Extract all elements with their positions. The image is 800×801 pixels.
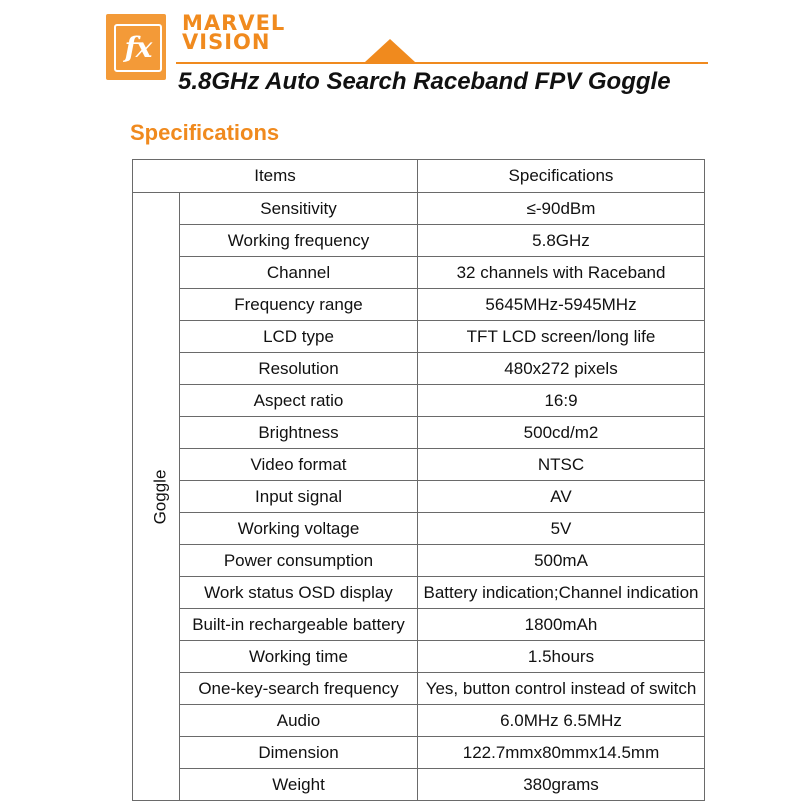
table-row <box>133 769 705 801</box>
brand-line-1: MARVEL <box>182 11 286 35</box>
item-cell: Sensitivity <box>180 193 418 225</box>
header-triangle <box>365 39 415 62</box>
column-header-items: Items <box>133 160 418 193</box>
table-row <box>133 673 705 705</box>
table-row <box>133 449 705 481</box>
item-cell: Built-in rechargeable battery <box>180 609 418 641</box>
table-row <box>133 225 705 257</box>
spec-cell: 1800mAh <box>418 609 705 641</box>
table-row <box>133 417 705 449</box>
spec-cell: 500cd/m2 <box>418 417 705 449</box>
item-cell: Aspect ratio <box>180 385 418 417</box>
spec-cell: TFT LCD screen/long life <box>418 321 705 353</box>
table-row <box>133 609 705 641</box>
item-cell: LCD type <box>180 321 418 353</box>
group-label: Goggle <box>150 469 170 524</box>
header-divider <box>176 62 708 64</box>
item-cell: Work status OSD display <box>180 577 418 609</box>
table-row <box>133 705 705 737</box>
table-row <box>133 641 705 673</box>
spec-cell: NTSC <box>418 449 705 481</box>
item-cell: Working time <box>180 641 418 673</box>
spec-cell: 6.0MHz 6.5MHz <box>418 705 705 737</box>
table-row <box>133 481 705 513</box>
spec-cell: 1.5hours <box>418 641 705 673</box>
spec-cell: 5645MHz-5945MHz <box>418 289 705 321</box>
spec-cell: 500mA <box>418 545 705 577</box>
spec-cell: 5V <box>418 513 705 545</box>
section-heading: Specifications <box>130 120 280 145</box>
item-cell: Frequency range <box>180 289 418 321</box>
table-row <box>133 193 705 225</box>
spec-cell: 122.7mmx80mmx14.5mm <box>418 737 705 769</box>
page-title: 5.8GHz Auto Search Raceband FPV Goggle <box>178 68 671 95</box>
item-cell: Working voltage <box>180 513 418 545</box>
item-cell: Input signal <box>180 481 418 513</box>
table-row <box>133 513 705 545</box>
item-cell: Channel <box>180 257 418 289</box>
item-cell: Brightness <box>180 417 418 449</box>
table-header-row <box>133 160 705 193</box>
brand-logo <box>106 14 166 80</box>
spec-cell: 480x272 pixels <box>418 353 705 385</box>
table-row <box>133 353 705 385</box>
column-header-specifications: Specifications <box>418 160 705 193</box>
spec-cell: 380grams <box>418 769 705 801</box>
item-cell: Weight <box>180 769 418 801</box>
spec-cell: Battery indication;Channel indication <box>418 577 705 609</box>
table-row <box>133 257 705 289</box>
spec-cell: Yes, button control instead of switch <box>418 673 705 705</box>
item-cell: Audio <box>180 705 418 737</box>
item-cell: One-key-search frequency <box>180 673 418 705</box>
table-row <box>133 545 705 577</box>
logo-mark: fx <box>114 24 162 72</box>
table-row <box>133 577 705 609</box>
item-cell: Dimension <box>180 737 418 769</box>
spec-cell: 32 channels with Raceband <box>418 257 705 289</box>
spec-cell: AV <box>418 481 705 513</box>
brand-line-2: VISION <box>182 30 271 54</box>
item-cell: Power consumption <box>180 545 418 577</box>
spec-cell: 16:9 <box>418 385 705 417</box>
spec-cell: 5.8GHz <box>418 225 705 257</box>
item-cell: Resolution <box>180 353 418 385</box>
item-cell: Working frequency <box>180 225 418 257</box>
table-row <box>133 385 705 417</box>
spec-cell: ≤-90dBm <box>418 193 705 225</box>
table-row <box>133 289 705 321</box>
group-cell <box>133 193 180 801</box>
item-cell: Video format <box>180 449 418 481</box>
table-row <box>133 737 705 769</box>
spec-table <box>132 159 705 801</box>
brand-name <box>182 11 286 54</box>
table-row <box>133 321 705 353</box>
